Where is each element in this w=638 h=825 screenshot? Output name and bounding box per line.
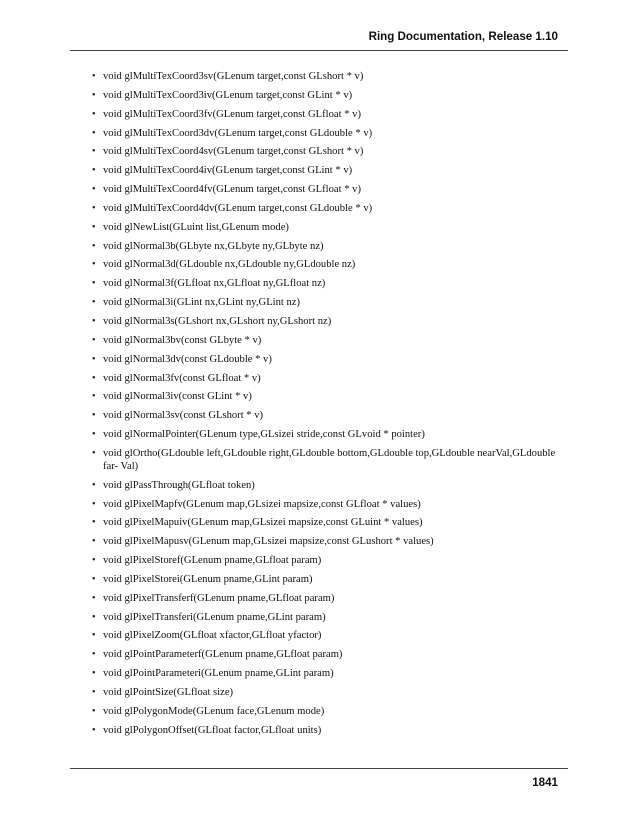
- list-item: • void glPixelTransferf(GLenum pname,GLfloat param): [92, 592, 568, 605]
- list-item: • void glPassThrough(GLfloat token): [92, 479, 568, 492]
- list-item: • void glPixelMapfv(GLenum map,GLsizei mapsize,const GLfloat * values): [92, 498, 568, 511]
- list-item: • void glMultiTexCoord3sv(GLenum target,const GLshort * v): [92, 70, 568, 83]
- list-item: • void glOrtho(GLdouble left,GLdouble right,GLdouble bottom,GLdouble top,GLdouble nearVal,GLdouble far- Val): [92, 447, 568, 473]
- list-item: • void glNewList(GLuint list,GLenum mode): [92, 221, 568, 234]
- list-item: • void glNormal3d(GLdouble nx,GLdouble ny,GLdouble nz): [92, 258, 568, 271]
- function-list: [92, 70, 568, 743]
- page-number: 1841: [532, 776, 558, 789]
- list-item: • void glMultiTexCoord4iv(GLenum target,const GLint * v): [92, 164, 568, 177]
- list-item: • void glNormal3iv(const GLint * v): [92, 390, 568, 403]
- list-item: • void glNormal3fv(const GLfloat * v): [92, 372, 568, 385]
- list-item: • void glMultiTexCoord4sv(GLenum target,const GLshort * v): [92, 145, 568, 158]
- footer-divider: [70, 768, 568, 769]
- list-item: • void glNormal3sv(const GLshort * v): [92, 409, 568, 422]
- list-item: • void glNormal3i(GLint nx,GLint ny,GLint nz): [92, 296, 568, 309]
- header-divider: [70, 50, 568, 51]
- list-item: • void glPixelMapusv(GLenum map,GLsizei mapsize,const GLushort * values): [92, 535, 568, 548]
- list-item: • void glPolygonMode(GLenum face,GLenum mode): [92, 705, 568, 718]
- list-item: • void glPixelTransferi(GLenum pname,GLint param): [92, 611, 568, 624]
- list-item: • void glPixelMapuiv(GLenum map,GLsizei mapsize,const GLuint * values): [92, 516, 568, 529]
- list-item: • void glPointParameterf(GLenum pname,GLfloat param): [92, 648, 568, 661]
- list-item: • void glMultiTexCoord4fv(GLenum target,const GLfloat * v): [92, 183, 568, 196]
- list-item: • void glMultiTexCoord3iv(GLenum target,const GLint * v): [92, 89, 568, 102]
- list-item: • void glMultiTexCoord4dv(GLenum target,const GLdouble * v): [92, 202, 568, 215]
- page-header-title: Ring Documentation, Release 1.10: [368, 30, 558, 43]
- list-item: • void glNormal3s(GLshort nx,GLshort ny,GLshort nz): [92, 315, 568, 328]
- list-item: • void glPixelStoref(GLenum pname,GLfloat param): [92, 554, 568, 567]
- list-item: • void glNormal3dv(const GLdouble * v): [92, 353, 568, 366]
- list-item: • void glNormal3f(GLfloat nx,GLfloat ny,GLfloat nz): [92, 277, 568, 290]
- list-item: • void glPolygonOffset(GLfloat factor,GLfloat units): [92, 724, 568, 737]
- list-item: • void glNormal3bv(const GLbyte * v): [92, 334, 568, 347]
- list-item: • void glPixelStorei(GLenum pname,GLint param): [92, 573, 568, 586]
- list-item: • void glNormalPointer(GLenum type,GLsizei stride,const GLvoid * pointer): [92, 428, 568, 441]
- list-item: • void glMultiTexCoord3fv(GLenum target,const GLfloat * v): [92, 108, 568, 121]
- list-item: • void glPixelZoom(GLfloat xfactor,GLfloat yfactor): [92, 629, 568, 642]
- list-item: • void glPointSize(GLfloat size): [92, 686, 568, 699]
- list-item: • void glPointParameteri(GLenum pname,GLint param): [92, 667, 568, 680]
- list-item: • void glNormal3b(GLbyte nx,GLbyte ny,GLbyte nz): [92, 240, 568, 253]
- list-item: • void glMultiTexCoord3dv(GLenum target,const GLdouble * v): [92, 127, 568, 140]
